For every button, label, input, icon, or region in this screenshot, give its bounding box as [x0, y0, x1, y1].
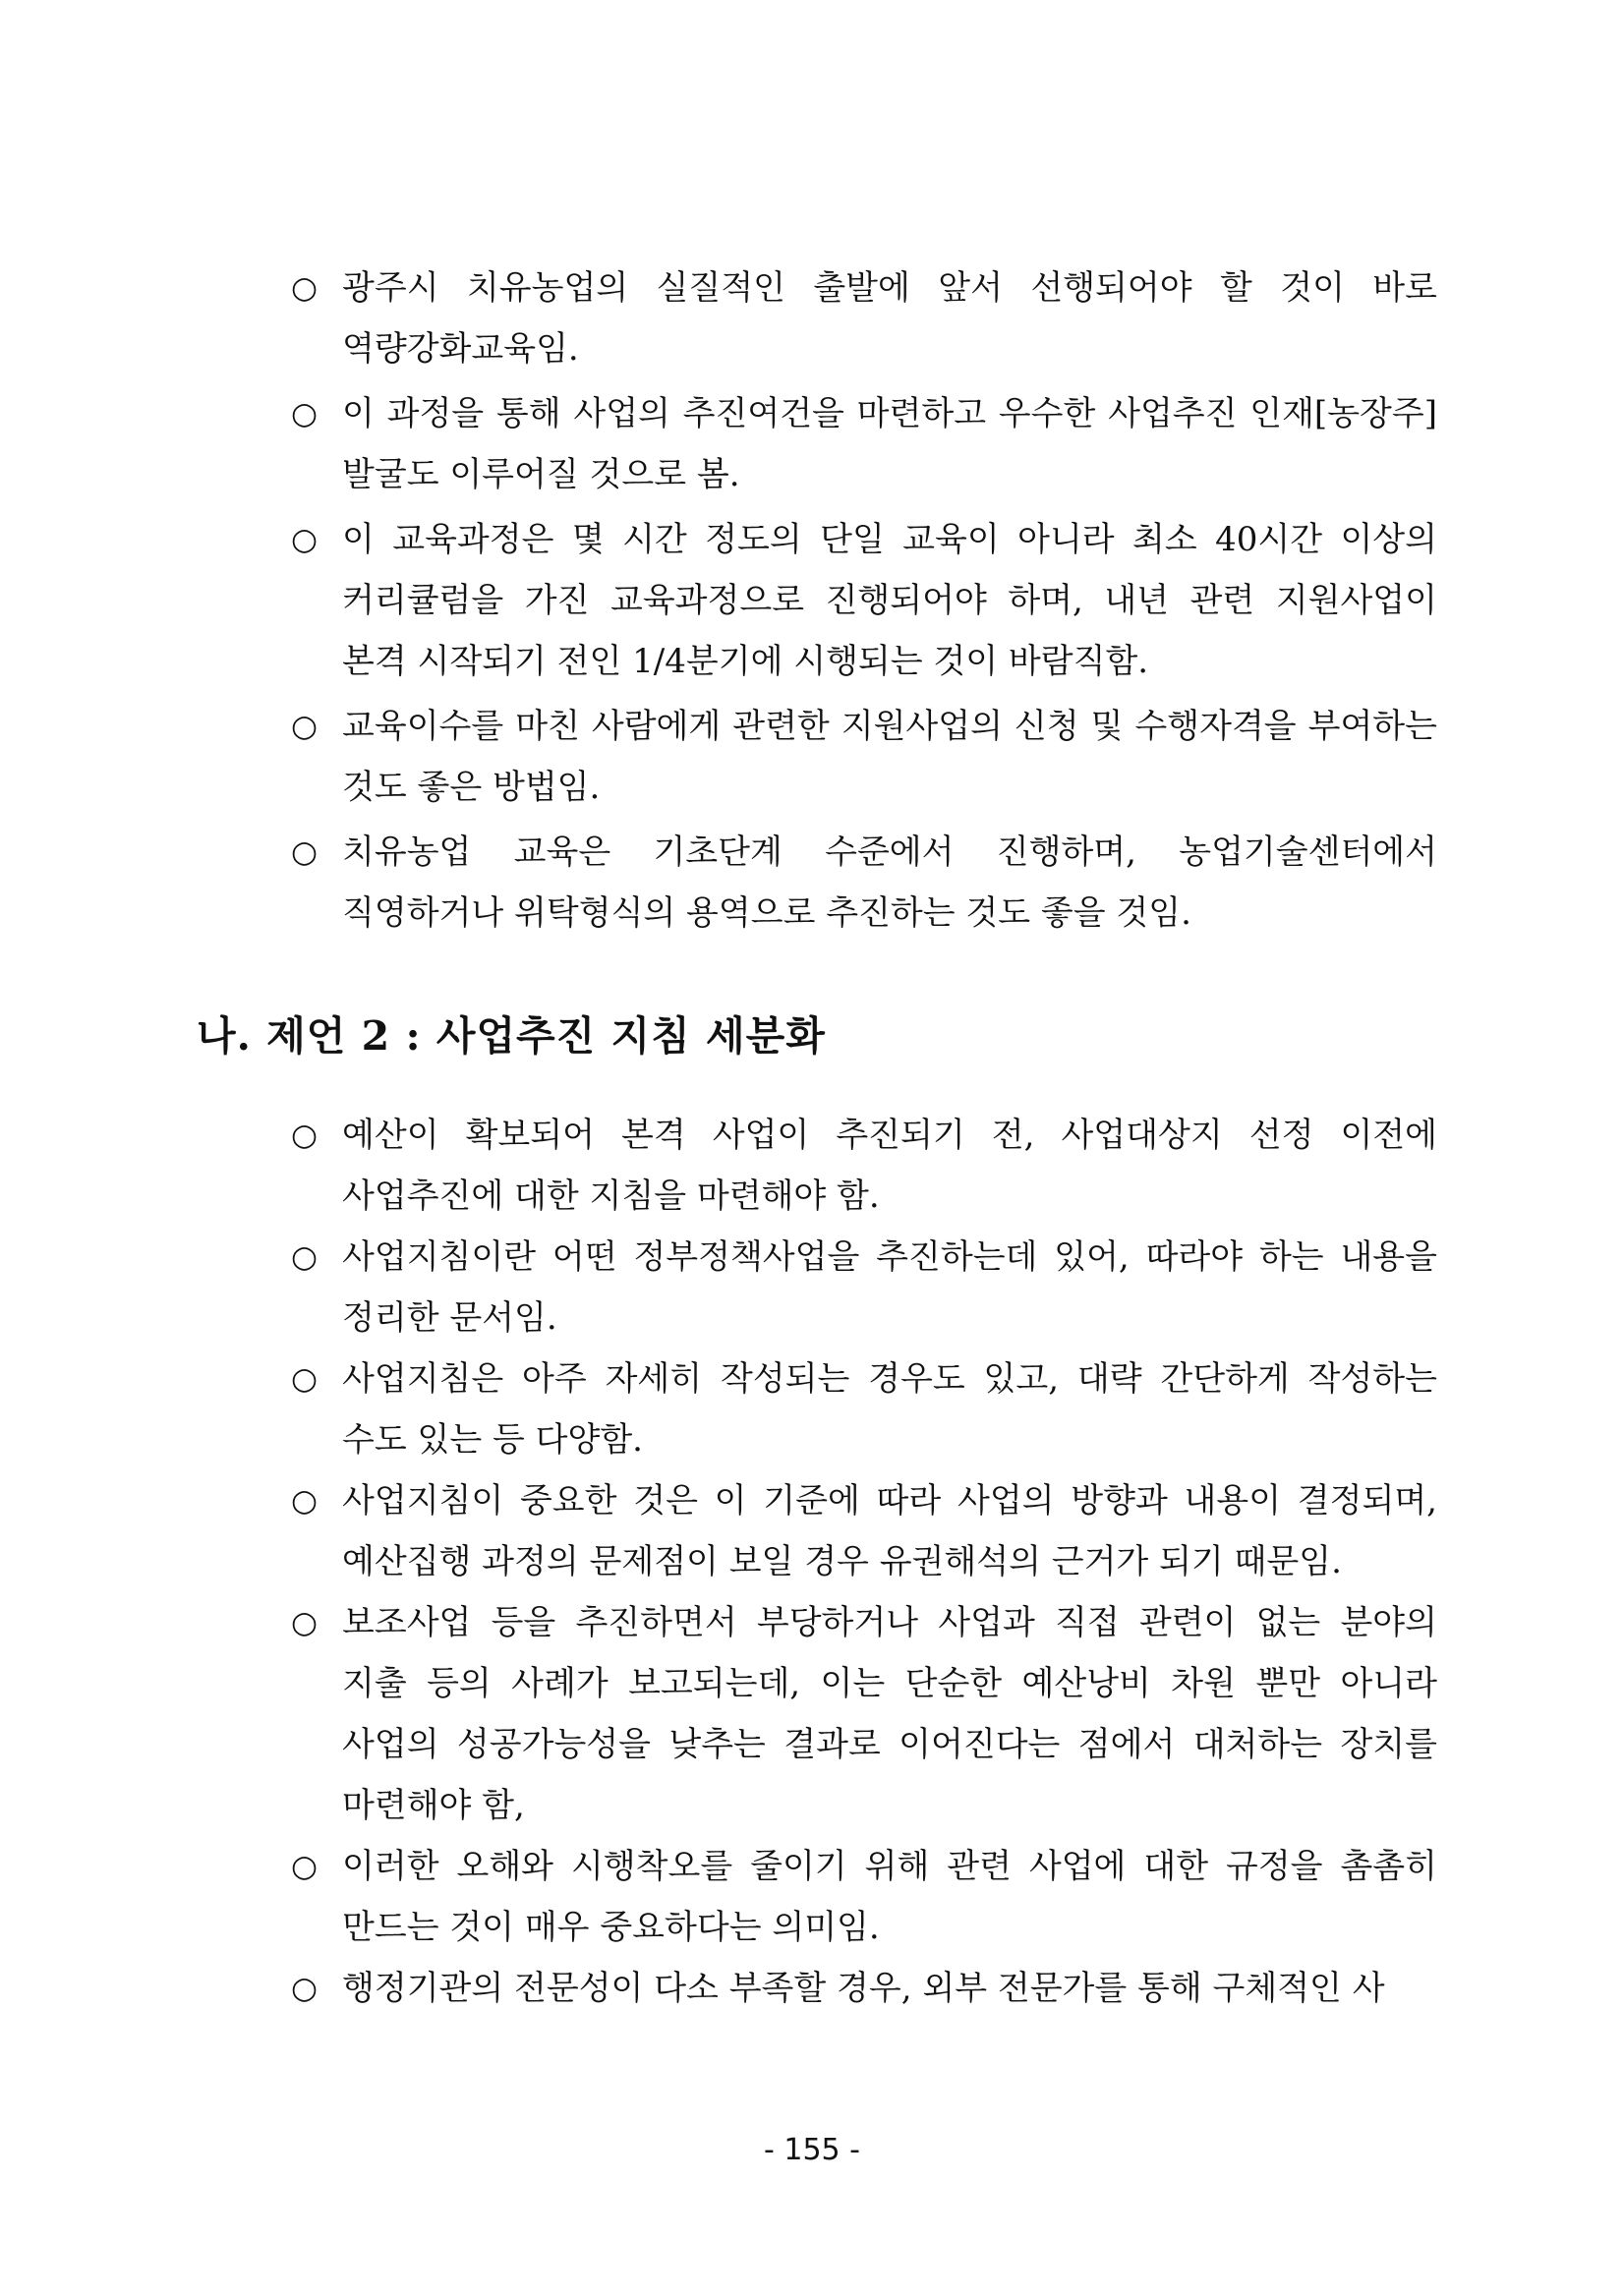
list-item — [287, 509, 1437, 692]
list-item — [287, 822, 1437, 944]
bullet-text: 광주시 치유농업의 실질적인 출발에 앞서 선행되어야 할 것이 바로 역량강화교육임. — [342, 268, 1437, 369]
bullet-text: 예산이 확보되어 본격 사업이 추진되기 전, 사업대상지 선정 이전에 사업추진에 대한 지침을 마련해야 함. — [342, 1116, 1437, 1216]
list-item — [287, 258, 1437, 379]
circle-bullet-icon: ○ — [291, 1239, 319, 1275]
bullet-list-section2 — [287, 1105, 1437, 2019]
circle-bullet-icon: ○ — [291, 709, 319, 744]
circle-bullet-icon: ○ — [291, 1605, 319, 1640]
bullet-text: 사업지침이란 어떤 정부정책사업을 추진하는데 있어, 따라야 하는 내용을 정리한 문서임. — [342, 1237, 1437, 1338]
section-heading: 나. 제언 2 : 사업추진 지침 세분화 — [197, 1012, 826, 1060]
circle-bullet-icon: ○ — [291, 1483, 319, 1519]
bullet-text: 치유농업 교육은 기초단계 수준에서 진행하며, 농업기술센터에서 직영하거나 위탁형식의 용역으로 추진하는 것도 좋을 것임. — [342, 832, 1437, 933]
list-item — [287, 1105, 1437, 1227]
page-number: - 155 - — [764, 2133, 860, 2167]
list-item — [287, 1958, 1437, 2019]
list-item — [287, 1836, 1437, 1958]
circle-bullet-icon: ○ — [291, 1971, 319, 2006]
circle-bullet-icon: ○ — [291, 1361, 319, 1397]
list-item — [287, 1470, 1437, 1592]
bullet-list-section1 — [287, 258, 1437, 947]
circle-bullet-icon: ○ — [291, 1118, 319, 1153]
circle-bullet-icon: ○ — [291, 522, 319, 557]
list-item — [287, 1592, 1437, 1836]
circle-bullet-icon: ○ — [291, 396, 319, 431]
circle-bullet-icon: ○ — [291, 834, 319, 870]
list-item — [287, 696, 1437, 818]
bullet-text: 사업지침은 아주 자세히 작성되는 경우도 있고, 대략 간단하게 작성하는 수도 있는 등 다양함. — [342, 1359, 1437, 1460]
circle-bullet-icon: ○ — [291, 1849, 319, 1884]
bullet-text: 보조사업 등을 추진하면서 부당하거나 사업과 직접 관련이 없는 분야의 지출 등의 사례가 보고되는데, 이는 단순한 예산낭비 차원 뿐만 아니라 사업의 성공가능성을 낮추는 결과로 이어진다는 점에서 대처하는 장치를 마련해야 함, — [342, 1603, 1437, 1825]
bullet-text: 사업지침이 중요한 것은 이 기준에 따라 사업의 방향과 내용이 결정되며, 예산집행 과정의 문제점이 보일 경우 유권해석의 근거가 되기 때문임. — [342, 1481, 1437, 1581]
bullet-text: 이 과정을 통해 사업의 추진여건을 마련하고 우수한 사업추진 인재[농장주]발굴도 이루어질 것으로 봄. — [342, 394, 1437, 494]
list-item — [287, 1227, 1437, 1349]
bullet-text: 행정기관의 전문성이 다소 부족할 경우, 외부 전문가를 통해 구체적인 사 — [342, 1969, 1385, 2008]
list-item — [287, 383, 1437, 505]
bullet-text: 이러한 오해와 시행착오를 줄이기 위해 관련 사업에 대한 규정을 촘촘히 만드는 것이 매우 중요하다는 의미임. — [342, 1847, 1437, 1947]
circle-bullet-icon: ○ — [291, 270, 319, 306]
bullet-text: 이 교육과정은 몇 시간 정도의 단일 교육이 아니라 최소 40시간 이상의 커리큘럼을 가진 교육과정으로 진행되어야 하며, 내년 관련 지원사업이 본격 시작되기 전인 1/4분기에 시행되는 것이 바람직함. — [342, 520, 1437, 681]
list-item — [287, 1349, 1437, 1470]
bullet-text: 교육이수를 마친 사람에게 관련한 지원사업의 신청 및 수행자격을 부여하는 것도 좋은 방법임. — [342, 707, 1437, 807]
